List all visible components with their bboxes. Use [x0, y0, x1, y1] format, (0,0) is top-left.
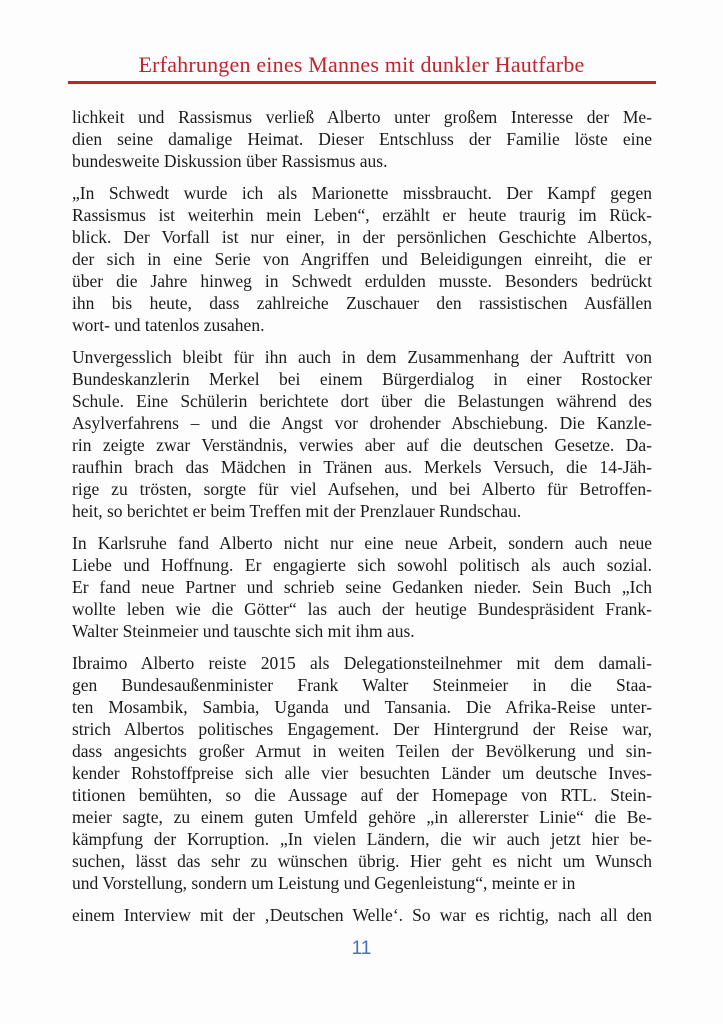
text-line: lichkeit und Rassismus verließ Alberto unter großem Interesse der Me-	[72, 107, 652, 127]
text-line: rin zeigte zwar Verständnis, verwies aber auf die deutschen Gesetze. Da-	[72, 435, 652, 455]
text-line: dien seine damalige Heimat. Dieser Entschluss der Familie löste eine	[72, 129, 652, 149]
text-line: titionen bemühten, so die Aussage auf der Homepage von RTL. Stein-	[72, 785, 652, 805]
text-line: Schule. Eine Schülerin berichtete dort über die Belastungen während des	[72, 391, 652, 411]
text-line: Asylverfahrens – und die Angst vor drohender Abschiebung. Die Kanzle-	[72, 413, 652, 433]
text-line: In Karlsruhe fand Alberto nicht nur eine neue Arbeit, sondern auch neue	[72, 533, 652, 553]
paragraph	[72, 346, 652, 522]
text-line: Rassismus ist weiterhin mein Leben“, erzählt er heute traurig im Rück-	[72, 205, 652, 225]
text-line: wollte leben wie die Götter“ las auch der heutige Bundespräsident Frank-	[72, 599, 652, 619]
paragraph	[72, 652, 652, 894]
text-line: meier sagte, zu einem guten Umfeld gehöre „in allererster Linie“ die Be-	[72, 807, 652, 827]
text-line: über die Jahre hinweg in Schwedt erdulden musste. Besonders bedrückt	[72, 271, 652, 291]
paragraph	[72, 532, 652, 642]
text-line: einem Interview mit der ‚Deutschen Welle‘. So war es richtig, nach all den	[72, 905, 652, 925]
title-underline-rule	[68, 81, 656, 84]
text-line: wort- und tatenlos zusahen.	[72, 315, 265, 335]
text-line: dass angesichts großer Armut in weiten Teilen der Bevölkerung und sin-	[72, 741, 652, 761]
text-line: Ibraimo Alberto reiste 2015 als Delegationsteilnehmer mit dem damali-	[72, 653, 652, 673]
page-number: 11	[351, 938, 372, 959]
text-line: gen Bundesaußenminister Frank Walter Steinmeier in die Staa-	[72, 675, 652, 695]
text-line: raufhin brach das Mädchen in Tränen aus. Merkels Versuch, die 14-Jäh-	[72, 457, 652, 477]
text-line: kämpfung der Korruption. „In vielen Ländern, die wir auch jetzt hier be-	[72, 829, 652, 849]
text-line: rige zu trösten, sorgte für viel Aufsehen, und bei Alberto für Betroffen-	[72, 479, 652, 499]
text-line: der sich in eine Serie von Angriffen und Beleidigungen einreiht, die er	[72, 249, 652, 269]
paragraph	[72, 904, 652, 926]
paragraph	[72, 106, 652, 172]
text-line: kender Rohstoffpreise sich alle vier besuchten Länder um deutsche Inves-	[72, 763, 652, 783]
text-line: heit, so berichtet er beim Treffen mit der Prenzlauer Rundschau.	[72, 501, 522, 521]
text-line: und Vorstellung, sondern um Leistung und Gegenleistung“, meinte er in	[72, 873, 576, 893]
text-line: suchen, lässt das sehr zu wünschen übrig. Hier geht es nicht um Wunsch	[72, 851, 652, 871]
text-line: ten Mosambik, Sambia, Uganda und Tansania. Die Afrika-Reise unter-	[72, 697, 652, 717]
body-text	[72, 106, 652, 926]
paragraph	[72, 182, 652, 336]
text-line: Bundeskanzlerin Merkel bei einem Bürgerdialog in einer Rostocker	[72, 369, 652, 389]
text-line: Liebe und Hoffnung. Er engagierte sich sowohl politisch als auch sozial.	[72, 555, 652, 575]
text-line: strich Albertos politisches Engagement. Der Hintergrund der Reise war,	[72, 719, 652, 739]
text-line: bundesweite Diskussion über Rassismus aus.	[72, 151, 388, 171]
text-line: Unvergesslich bleibt für ihn auch in dem Zusammenhang der Auftritt von	[72, 347, 652, 367]
text-line: blick. Der Vorfall ist nur einer, in der persönlichen Geschichte Albertos,	[72, 227, 652, 247]
page-header	[0, 0, 723, 84]
text-line: ihn bis heute, dass zahlreiche Zuschauer den rassistischen Ausfällen	[72, 293, 652, 313]
text-line: „In Schwedt wurde ich als Marionette missbraucht. Der Kampf gegen	[72, 183, 652, 203]
page-title: Erfahrungen eines Mannes mit dunkler Hautfarbe	[138, 52, 585, 77]
text-line: Walter Steinmeier und tauschte sich mit ihm aus.	[72, 621, 415, 641]
text-line: Er fand neue Partner und schrieb seine Gedanken nieder. Sein Buch „Ich	[72, 577, 652, 597]
